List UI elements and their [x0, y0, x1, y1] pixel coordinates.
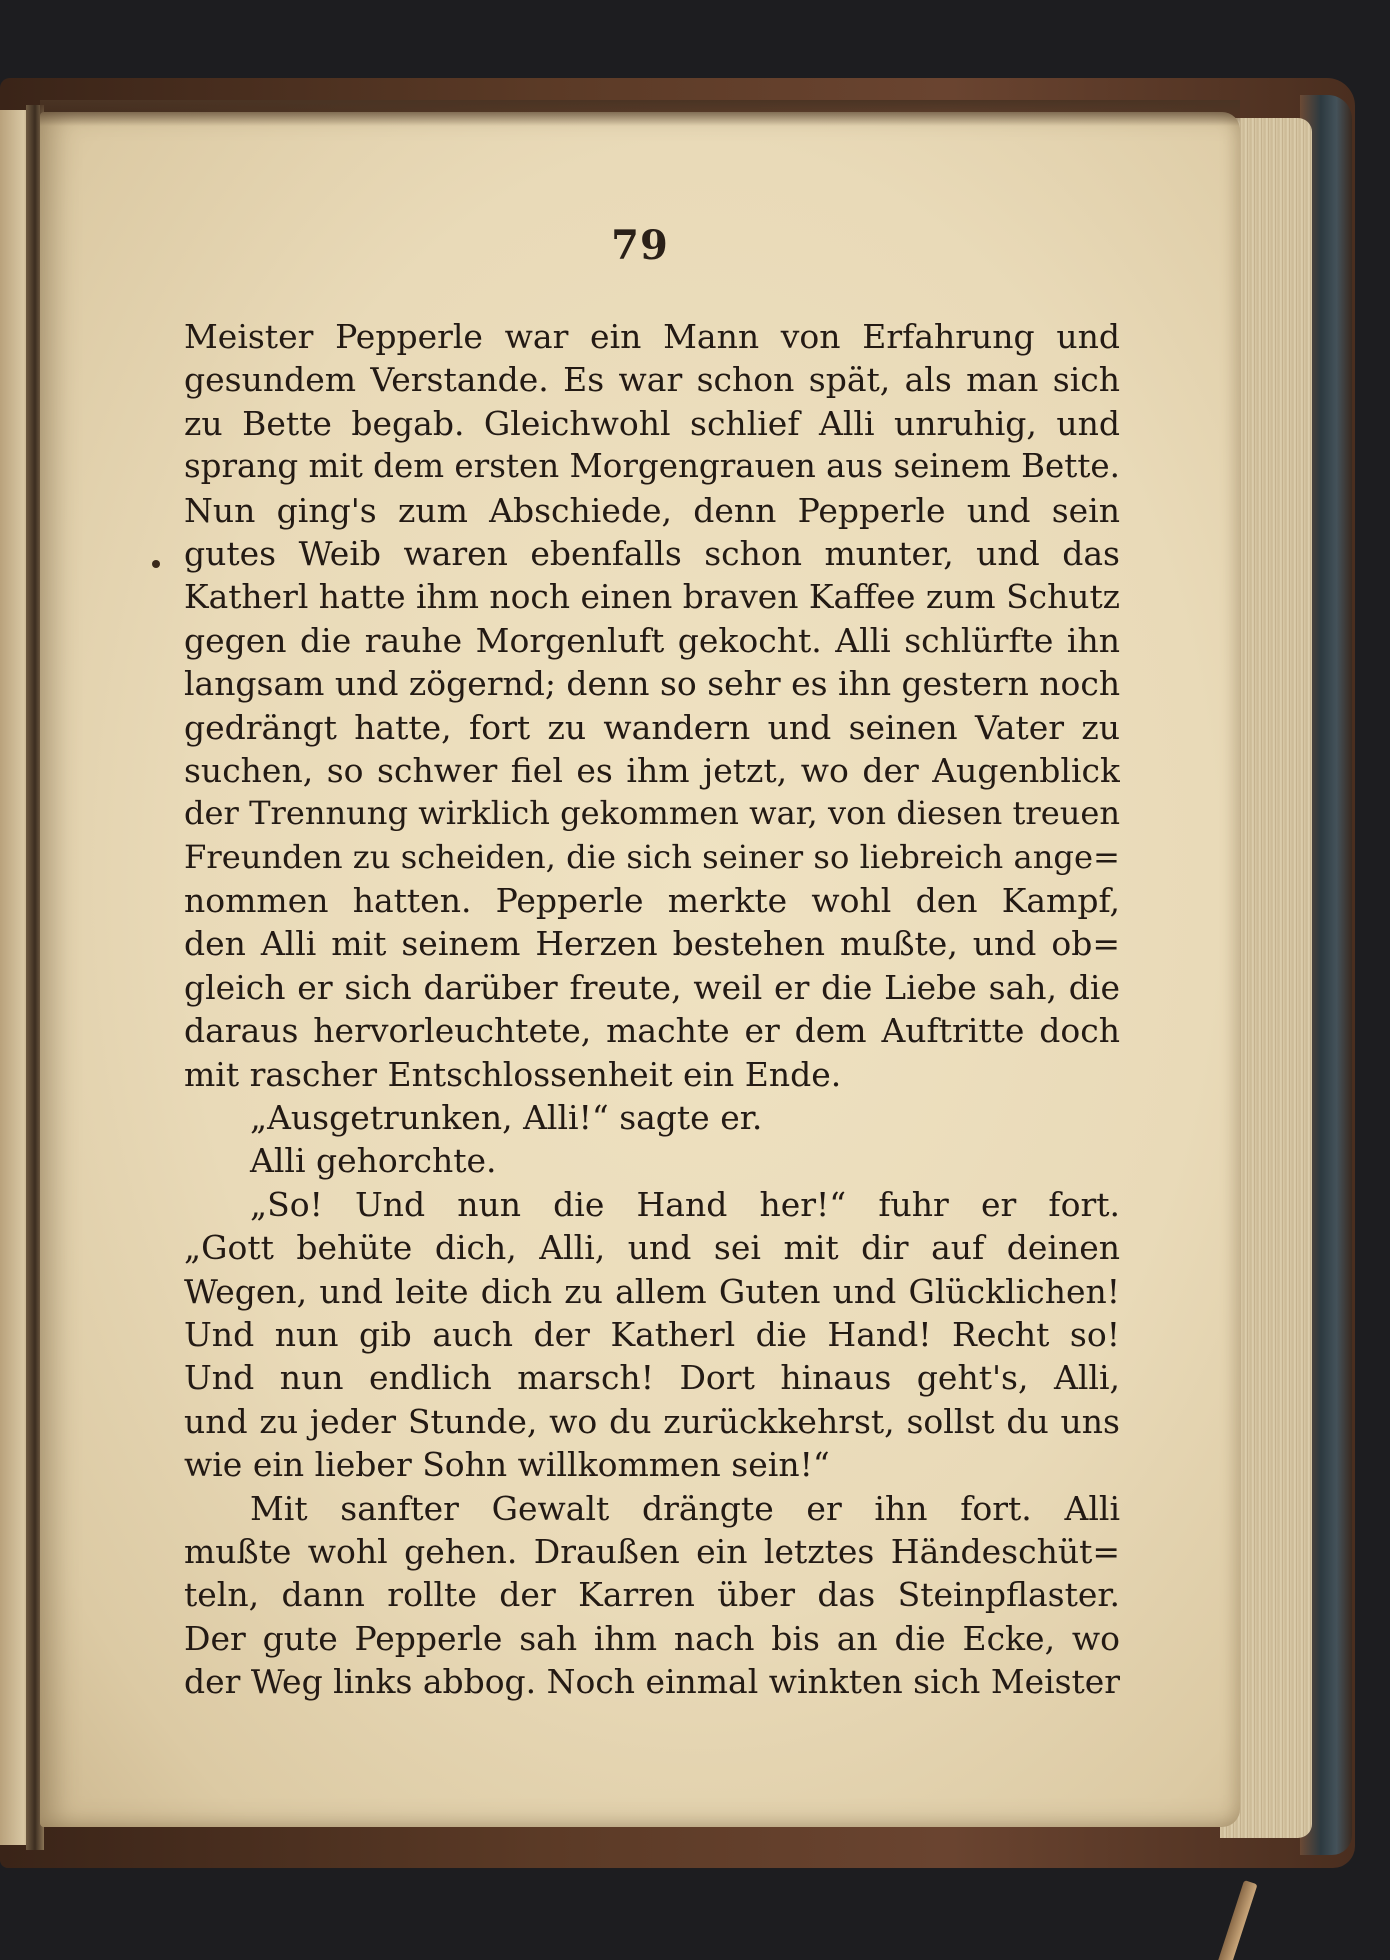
wooden-pointer [1216, 1880, 1257, 1960]
text-line: gutes Weib waren ebenfalls schon munter, und das [184, 533, 1120, 573]
text-line: gedrängt hatte, fort zu wandern und seinen Vater zu [184, 707, 1120, 747]
text-line: den Alli mit seinem Herzen bestehen mußte, und ob= [184, 924, 1120, 964]
text-line: Meister Pepperle war ein Mann von Erfahrung und [184, 317, 1120, 356]
text-line: Mit sanfter Gewalt drängte er ihn fort. Alli [250, 1488, 1120, 1528]
text-line: Und nun endlich marsch! Dort hinaus geht's, Alli, [184, 1358, 1120, 1398]
text-line: Freunden zu scheiden, die sich seiner so liebreich ange= [184, 837, 1120, 876]
text-line: Wegen, und leite dich zu allem Guten und Glücklichen! [184, 1271, 1120, 1311]
text-line: der Weg links abbog. Noch einmal winkten sich Meister [184, 1662, 1120, 1702]
text-line: „Gott behüte dich, Alli, und sei mit dir auf deinen [184, 1228, 1120, 1268]
text-line: suchen, so schwer fiel es ihm jetzt, wo der Augenblick [184, 750, 1120, 790]
text-line: daraus hervorleuchtete, machte er dem Auftritte doch [184, 1011, 1120, 1051]
page-number: 79 [611, 222, 669, 269]
ink-spot [152, 560, 160, 568]
text-line: Und nun gib auch der Katherl die Hand! Recht so! [184, 1314, 1120, 1354]
text-line: Alli gehorchte. [250, 1141, 497, 1181]
text-line: wie ein lieber Sohn willkommen sein!“ [184, 1445, 830, 1485]
text-line: sprang mit dem ersten Morgengrauen aus seinem Bette. [184, 447, 1120, 486]
text-line: zu Bette begab. Gleichwohl schlief Alli unruhig, und [184, 403, 1120, 443]
page-top-shadow [40, 100, 1240, 126]
text-line: langsam und zögernd; denn so sehr es ihn gestern noch [184, 664, 1120, 704]
text-line: mit rascher Entschlossenheit ein Ende. [184, 1054, 842, 1094]
text-line: Katherl hatte ihm noch einen braven Kaffee zum Schutz [184, 577, 1120, 617]
text-line: nommen hatten. Pepperle merkte wohl den Kampf, [184, 881, 1120, 921]
page-text [184, 315, 1120, 1704]
text-line: „So! Und nun die Hand her!“ fuhr er fort. [250, 1184, 1120, 1224]
text-line: mußte wohl gehen. Draußen ein letztes Händeschüt= [184, 1531, 1120, 1571]
text-line: „Ausgetrunken, Alli!“ sagte er. [250, 1098, 763, 1138]
text-line: gesundem Verstande. Es war schon spät, als man sich [184, 360, 1120, 400]
text-line: gleich er sich darüber freute, weil er die Liebe sah, die [184, 967, 1120, 1007]
text-line: gegen die rauhe Morgenluft gekocht. Alli schlürfte ihn [184, 620, 1120, 660]
text-line: und zu jeder Stunde, wo du zurückkehrst, sollst du uns [184, 1401, 1120, 1441]
text-line: Nun ging's zum Abschiede, denn Pepperle und sein [184, 490, 1120, 530]
text-line: der Trennung wirklich gekommen war, von diesen treuen [184, 794, 1120, 833]
text-line: teln, dann rollte der Karren über das Steinpflaster. [184, 1575, 1120, 1615]
text-line: Der gute Pepperle sah ihm nach bis an die Ecke, wo [184, 1618, 1120, 1658]
